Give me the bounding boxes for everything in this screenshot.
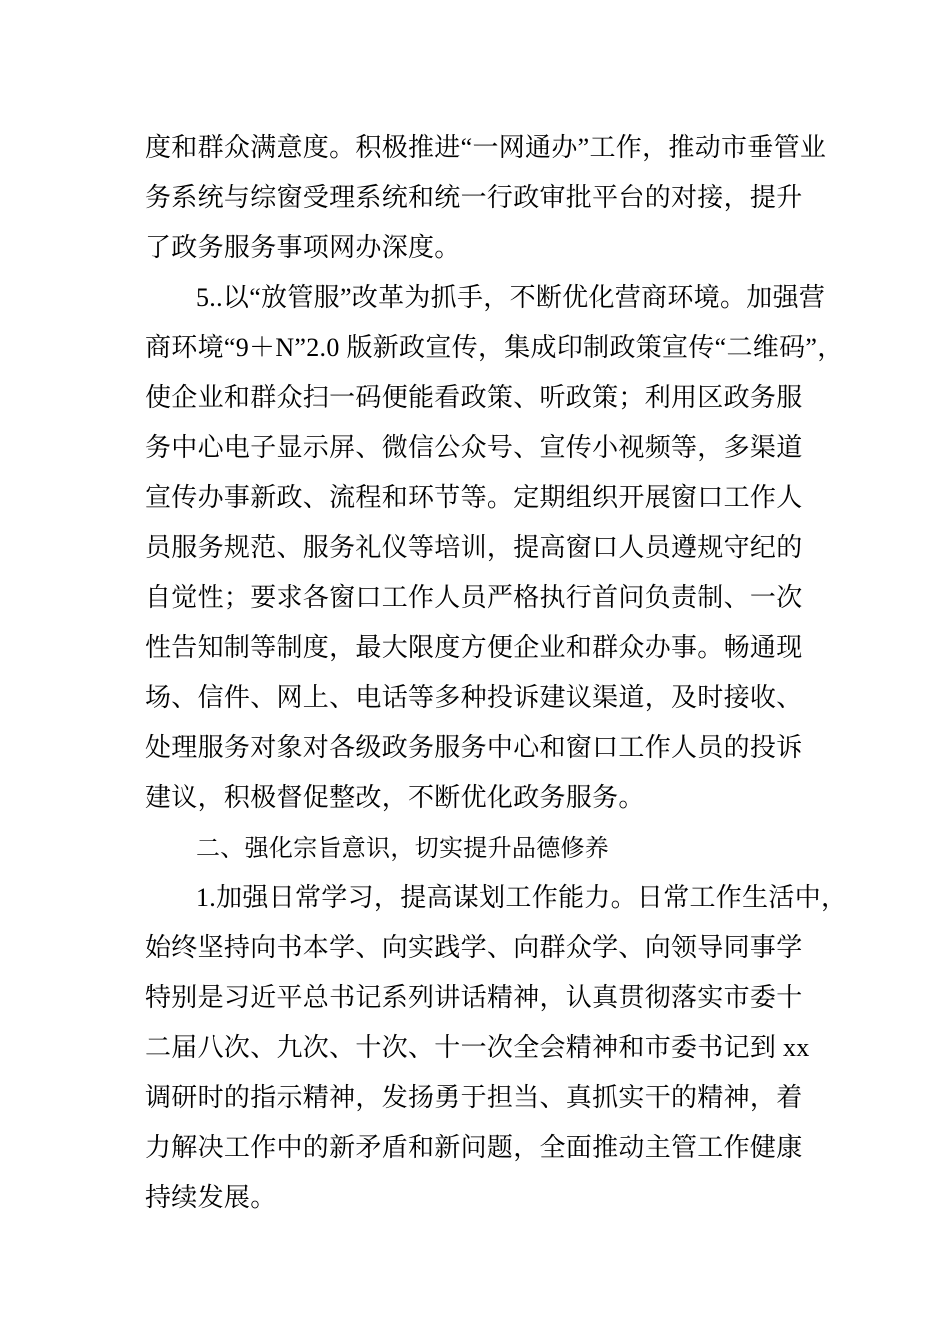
text-line: 性告知制等制度，最大限度方便企业和群众办事。畅通现 bbox=[145, 633, 803, 662]
text-line: 处理服务对象对各级政务服务中心和窗口工作人员的投诉 bbox=[145, 733, 803, 762]
text-line: 自觉性；要求各窗口工作人员严格执行首问负责制、一次 bbox=[145, 583, 803, 612]
text-line: 持续发展。 bbox=[145, 1183, 277, 1212]
text-line: 员服务规范、服务礼仪等培训，提高窗口人员遵规守纪的 bbox=[145, 533, 803, 562]
text-line: 建议，积极督促整改，不断优化政务服务。 bbox=[145, 783, 645, 812]
text-line: 务中心电子显示屏、微信公众号、宣传小视频等，多渠道 bbox=[145, 433, 803, 462]
text-line: 宣传办事新政、流程和环节等。定期组织开展窗口工作人 bbox=[145, 483, 803, 512]
text-line: 商环境“9＋N”2.0 版新政宣传，集成印制政策宣传“二维码”， bbox=[145, 333, 844, 362]
paragraph-start-line: 1.加强日常学习，提高谋划工作能力。日常工作生活中， bbox=[196, 883, 848, 912]
text-line: 场、信件、网上、电话等多种投诉建议渠道，及时接收、 bbox=[145, 683, 803, 712]
section-heading: 二、强化宗旨意识，切实提升品德修养 bbox=[196, 834, 610, 862]
text-line: 了政务服务事项网办深度。 bbox=[145, 233, 461, 262]
text-line: 始终坚持向书本学、向实践学、向群众学、向领导同事学 bbox=[145, 933, 803, 962]
text-line: 调研时的指示精神，发扬勇于担当、真抓实干的精神，着 bbox=[145, 1083, 803, 1112]
text-line: 特别是习近平总书记系列讲话精神，认真贯彻落实市委十 bbox=[145, 983, 803, 1012]
text-line: 力解决工作中的新矛盾和新问题，全面推动主管工作健康 bbox=[145, 1133, 803, 1162]
text-line: 使企业和群众扫一码便能看政策、听政策；利用区政务服 bbox=[145, 383, 803, 412]
paragraph-start-line: 5..以“放管服”改革为抓手，不断优化营商环境。加强营 bbox=[196, 283, 826, 312]
text-line: 度和群众满意度。积极推进“一网通办”工作，推动市垂管业 bbox=[145, 133, 827, 162]
text-line: 二届八次、九次、十次、十一次全会精神和市委书记到 xx bbox=[145, 1033, 810, 1062]
text-line: 务系统与综窗受理系统和统一行政审批平台的对接，提升 bbox=[145, 183, 803, 212]
